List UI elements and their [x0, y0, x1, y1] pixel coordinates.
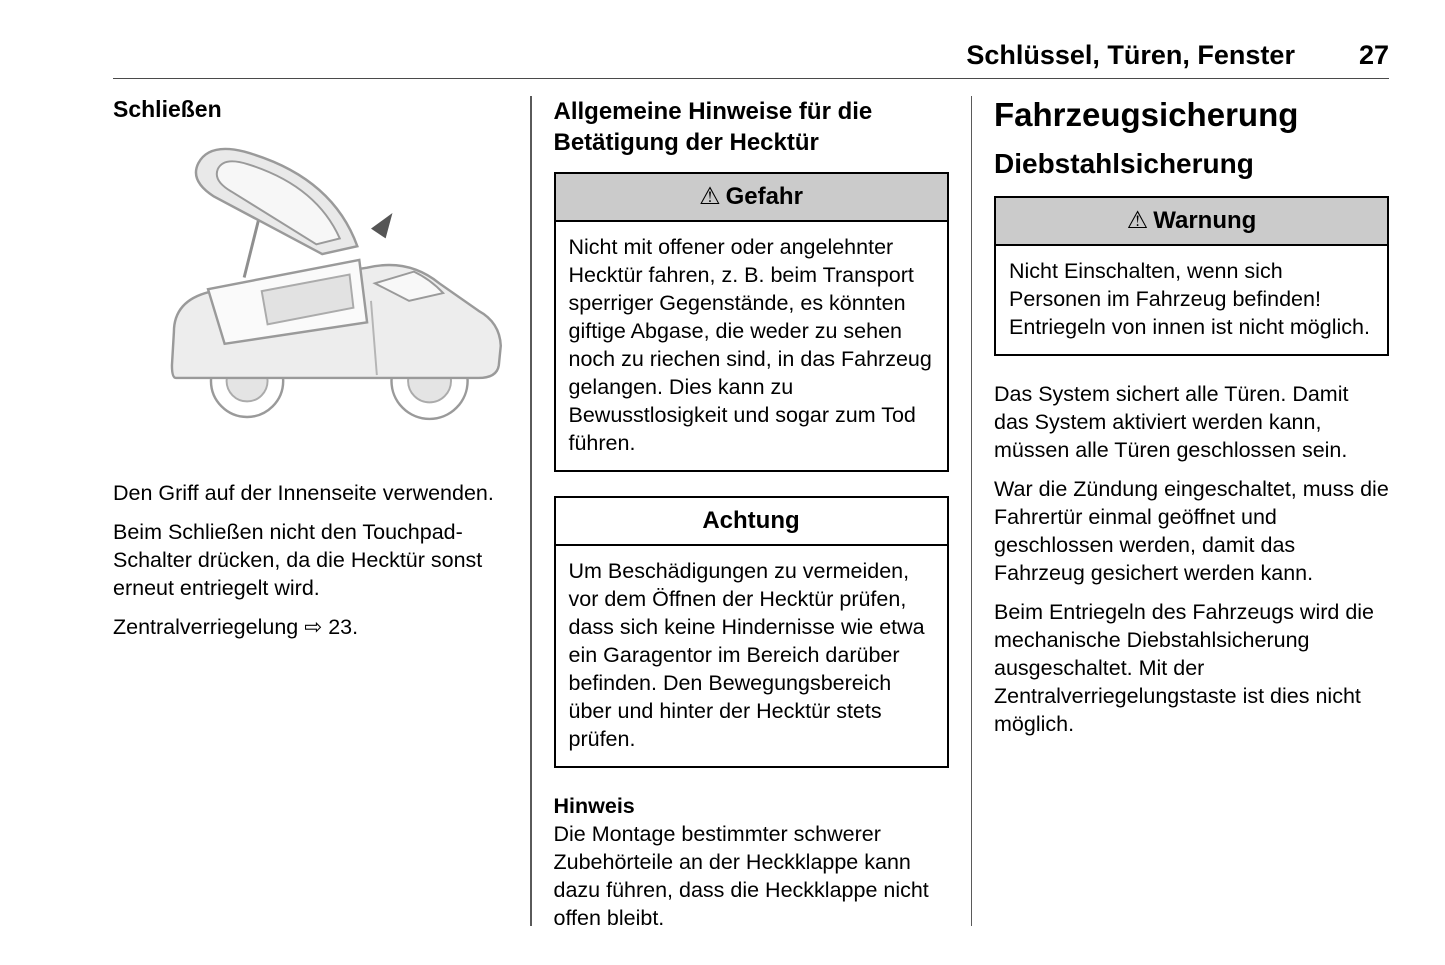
note-title: Hinweis	[553, 794, 635, 818]
warning-box	[994, 196, 1389, 356]
running-header	[113, 40, 1389, 71]
header-rule	[113, 78, 1389, 79]
danger-box-body: Nicht mit offener oder angelehnter Hecktür fahren, z. B. beim Transport sperriger Gegenstände, es könnten giftige Abgase, die weder zu sehen noch zu riechen sind, in das Fahrzeug gelangen. Dies kann zu Bewusstlosigkeit und sogar zum Tod führen.	[568, 235, 932, 455]
cross-reference: Zentralverriegelung ⇨ 23.	[113, 615, 359, 639]
car-open-tailgate-drawing	[113, 135, 508, 457]
danger-box	[554, 172, 949, 472]
danger-box-title: Gefahr	[725, 183, 803, 210]
column-2	[554, 96, 949, 932]
section-heading-schliessen: Schließen	[113, 96, 222, 122]
warning-box-body: Nicht Einschalten, wenn sich Personen im Fahrzeug befinden! Entriegeln von innen ist nicht möglich.	[1009, 259, 1370, 339]
danger-box-header	[556, 174, 947, 222]
paragraph: Den Griff auf der Innenseite verwenden.	[113, 481, 494, 505]
paragraph: Beim Entriegeln des Fahrzeugs wird die mechanische Diebstahlsicherung ausgeschaltet. Mit der Zentralverriegelungstaste ist dies nicht möglich.	[994, 600, 1375, 736]
column-divider	[971, 96, 973, 926]
caution-box	[554, 496, 949, 768]
section-heading-allgemeine-hinweise: Allgemeine Hinweise für die Betätigung der Hecktür	[553, 98, 873, 156]
column-divider	[530, 96, 532, 926]
paragraph: Das System sichert alle Türen. Damit das System aktiviert werden kann, müssen alle Türen geschlossen sein.	[994, 382, 1349, 462]
caution-box-header	[556, 498, 947, 546]
warning-triangle-icon: ⚠	[1126, 207, 1149, 234]
warning-box-title: Warnung	[1153, 207, 1257, 234]
caution-box-title: Achtung	[702, 507, 800, 534]
column-3	[994, 96, 1389, 749]
tailgate-illustration	[113, 135, 508, 457]
columns	[113, 96, 1389, 932]
page-number: 27	[1358, 40, 1389, 70]
note-body: Die Montage bestimmter schwerer Zubehörteile an der Heckklappe kann dazu führen, dass die Heckklappe nicht offen bleibt.	[553, 822, 929, 930]
paragraph: War die Zündung eingeschaltet, muss die Fahrertür einmal geöffnet und geschlossen werden, damit das Fahrzeug gesichert werden kann.	[994, 477, 1389, 585]
paragraph: Beim Schließen nicht den Touchpad-Schalter drücken, da die Hecktür sonst erneut entriegelt wird.	[113, 520, 483, 600]
section-heading-fahrzeugsicherung: Fahrzeugsicherung	[994, 96, 1299, 133]
running-header-title: Schlüssel, Türen, Fenster	[966, 40, 1295, 70]
warning-box-header	[996, 198, 1387, 246]
caution-box-body: Um Beschädigungen zu vermeiden, vor dem Öffnen der Hecktür prüfen, dass sich keine Hindernisse wie etwa ein Garagentor im Bereich darüber befinden. Den Bewegungsbereich über und hinter der Hecktür stets prüfen.	[568, 559, 925, 751]
column-1	[113, 96, 508, 652]
warning-triangle-icon: ⚠	[699, 183, 721, 210]
subsection-heading-diebstahlsicherung: Diebstahlsicherung	[994, 148, 1254, 179]
